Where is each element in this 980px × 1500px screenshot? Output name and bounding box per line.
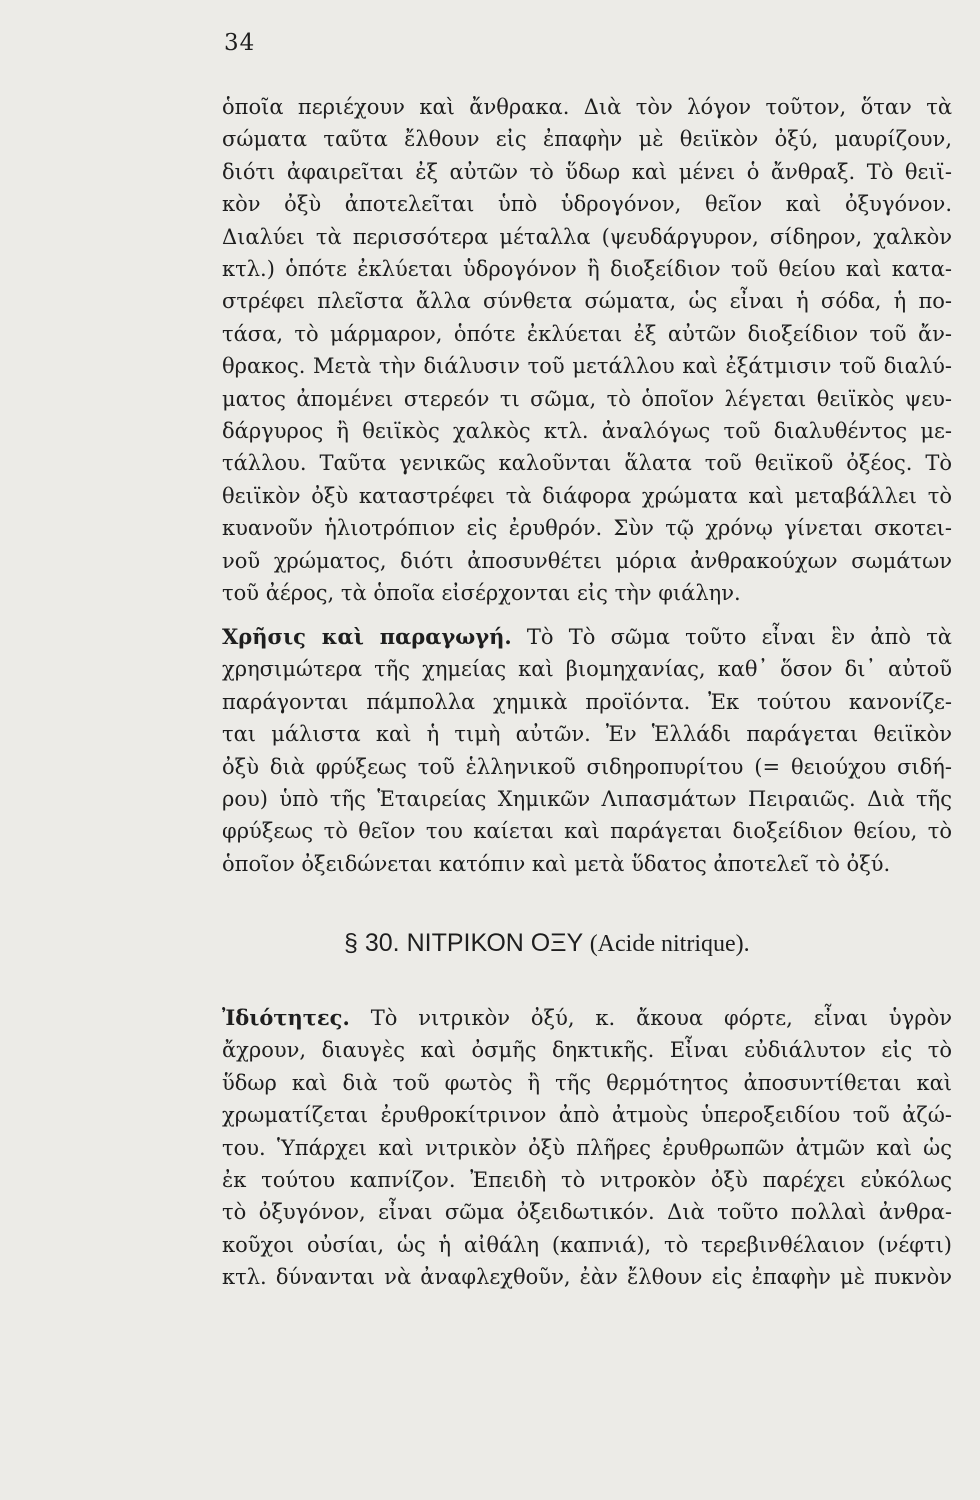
text-line: κτλ.) ὁπότε ἐκλύεται ὑδρογόνον ἢ διοξείδιον τοῦ θείου καὶ κατα-	[222, 257, 952, 282]
text-line: κοῦχοι οὐσίαι, ὡς ἡ αἰθάλη (καπνιά), τὸ τερεβινθέλαιον (νέφτι)	[222, 1232, 952, 1257]
text-line: θρακος. Μετὰ τὴν διάλυσιν τοῦ μετάλλου καὶ ἐξάτμισιν τοῦ διαλύ-	[222, 354, 952, 379]
text-fragment: Τὸ Τὸ σῶμα τοῦτο εἶναι ἓν ἀπὸ τὰ	[526, 625, 952, 649]
text-line: νοῦ χρώματος, διότι ἀποσυνθέτει μόρια ἀνθρακούχων σωμάτων	[222, 548, 952, 573]
text-line: ματος ἀπομένει στερεόν τι σῶμα, τὸ ὁποῖον λέγεται θειϊκὸς ψευ-	[222, 386, 952, 411]
section-title-latin: (Acide nitrique).	[589, 931, 750, 957]
text-line: ρου) ὑπὸ τῆς Ἑταιρείας Χημικῶν Λιπασμάτων Πειραιῶς. Διὰ τῆς	[222, 787, 952, 812]
text-fragment: Τὸ νιτρικὸν ὀξύ, κ. ἄκουα φόρτε, εἶναι ὑγρὸν	[370, 1006, 952, 1030]
text-line: κτλ. δύνανται νὰ ἀναφλεχθοῦν, ἐὰν ἔλθουν εἰς ἐπαφὴν μὲ πυκνὸν	[222, 1265, 952, 1290]
paragraph-heading: Χρῆσις καὶ παραγωγή.	[222, 624, 512, 649]
text-line: ὁποῖα περιέχουν καὶ ἄνθρακα. Διὰ τὸν λόγον τοῦτον, ὅταν τὰ	[222, 95, 952, 119]
text-line: ται μάλιστα καὶ ἡ τιμὴ αὐτῶν. Ἐν Ἑλλάδι παράγεται θειϊκὸν	[222, 722, 952, 747]
text-line: τάλλου. Ταῦτα γενικῶς καλοῦνται ἅλατα τοῦ θειϊκοῦ ὀξέος. Τὸ	[222, 451, 952, 476]
text-line: ὁποῖον ὀξειδώνεται κατόπιν καὶ μετὰ ὕδατος ἀποτελεῖ τὸ ὀξύ.	[222, 851, 891, 876]
text-line: ἐκ τούτου καπνίζον. Ἐπειδὴ τὸ νιτροκὸν ὀξὺ παρέχει εὐκόλως	[222, 1168, 952, 1193]
text-line: ὀξὺ διὰ φρύξεως τοῦ ἑλληνικοῦ σιδηροπυρίτου (= θειούχου σιδή-	[222, 754, 952, 779]
section-heading	[344, 929, 750, 958]
text-line: του. Ὑπάρχει καὶ νιτρικὸν ὀξὺ πλῆρες ἐρυθρωπῶν ἀτμῶν καὶ ὡς	[222, 1135, 952, 1160]
text-line: διότι ἀφαιρεῖται ἐξ αὐτῶν τὸ ὕδωρ καὶ μένει ὁ ἄνθραξ. Τὸ θειϊ-	[222, 159, 952, 184]
text-line: θειϊκὸν ὀξὺ καταστρέφει τὰ διάφορα χρώματα καὶ μεταβάλλει τὸ	[222, 483, 952, 508]
text-line: χρωματίζεται ἐρυθροκίτρινον ἀπὸ ἀτμοὺς ὑπεροξειδίου τοῦ ἀζώ-	[222, 1103, 952, 1128]
text-line: κὸν ὀξὺ ἀποτελεῖται ὑπὸ ὑδρογόνον, θεῖον καὶ ὀξυγόνον.	[222, 192, 952, 217]
section-title: ΝΙΤΡΙΚΟΝ ΟΞΥ	[406, 929, 583, 957]
text-line: στρέφει πλεῖστα ἄλλα σύνθετα σώματα, ὡς εἶναι ἡ σόδα, ἡ πο-	[222, 289, 952, 314]
text-line: φρύξεως τὸ θεῖον του καίεται καὶ παράγεται διοξείδιον θείου, τὸ	[222, 819, 952, 844]
text-line: τοῦ ἀέρος, τὰ ὁποῖα εἰσέρχονται εἰς τὴν φιάλην.	[222, 581, 741, 606]
text-line: δάργυρος ἢ θειϊκὸς χαλκὸς κτλ. ἀναλόγως τοῦ διαλυθέντος με-	[222, 419, 952, 444]
paragraph-nitric-acid-properties	[222, 1002, 952, 1294]
page-number: 34	[224, 30, 256, 56]
text-line: κυανοῦν ἡλιοτρόπιον εἰς ἐρυθρόν. Σὺν τῷ χρόνῳ γίνεται σκοτει-	[222, 516, 952, 541]
text-line: ἄχρουν, διαυγὲς καὶ ὀσμῆς δηκτικῆς. Εἶναι εὐδιάλυτον εἰς τὸ	[222, 1038, 952, 1063]
paragraph-sulfuric-acid-properties	[222, 91, 952, 610]
text-line: χρησιμώτερα τῆς χημείας καὶ βιομηχανίας, καθ᾽ ὅσον δι᾽ αὐτοῦ	[222, 657, 952, 682]
section-number: § 30.	[344, 929, 400, 957]
paragraph-uses-and-production	[222, 621, 952, 880]
text-line	[222, 621, 952, 653]
text-line: ὕδωρ καὶ διὰ τοῦ φωτὸς ἢ τῆς θερμότητος ἀποσυντίθεται καὶ	[222, 1070, 952, 1095]
text-line	[222, 1002, 952, 1034]
text-line: σώματα ταῦτα ἔλθουν εἰς ἐπαφὴν μὲ θειϊκὸν ὀξύ, μαυρίζουν,	[222, 127, 952, 152]
paragraph-heading: Ἰδιότητες.	[222, 1005, 350, 1030]
text-line: Διαλύει τὰ περισσότερα μέταλλα (ψευδάργυρον, σίδηρον, χαλκὸν	[222, 224, 952, 249]
text-line: τὸ ὀξυγόνον, εἶναι σῶμα ὀξειδωτικόν. Διὰ τοῦτο πολλαὶ ἀνθρα-	[222, 1200, 952, 1225]
text-line: παράγονται πάμπολλα χημικὰ προϊόντα. Ἐκ τούτου κανονίζε-	[222, 689, 952, 714]
text-line: τάσα, τὸ μάρμαρον, ὁπότε ἐκλύεται ἐξ αὐτῶν διοξείδιον τοῦ ἄν-	[222, 321, 952, 346]
